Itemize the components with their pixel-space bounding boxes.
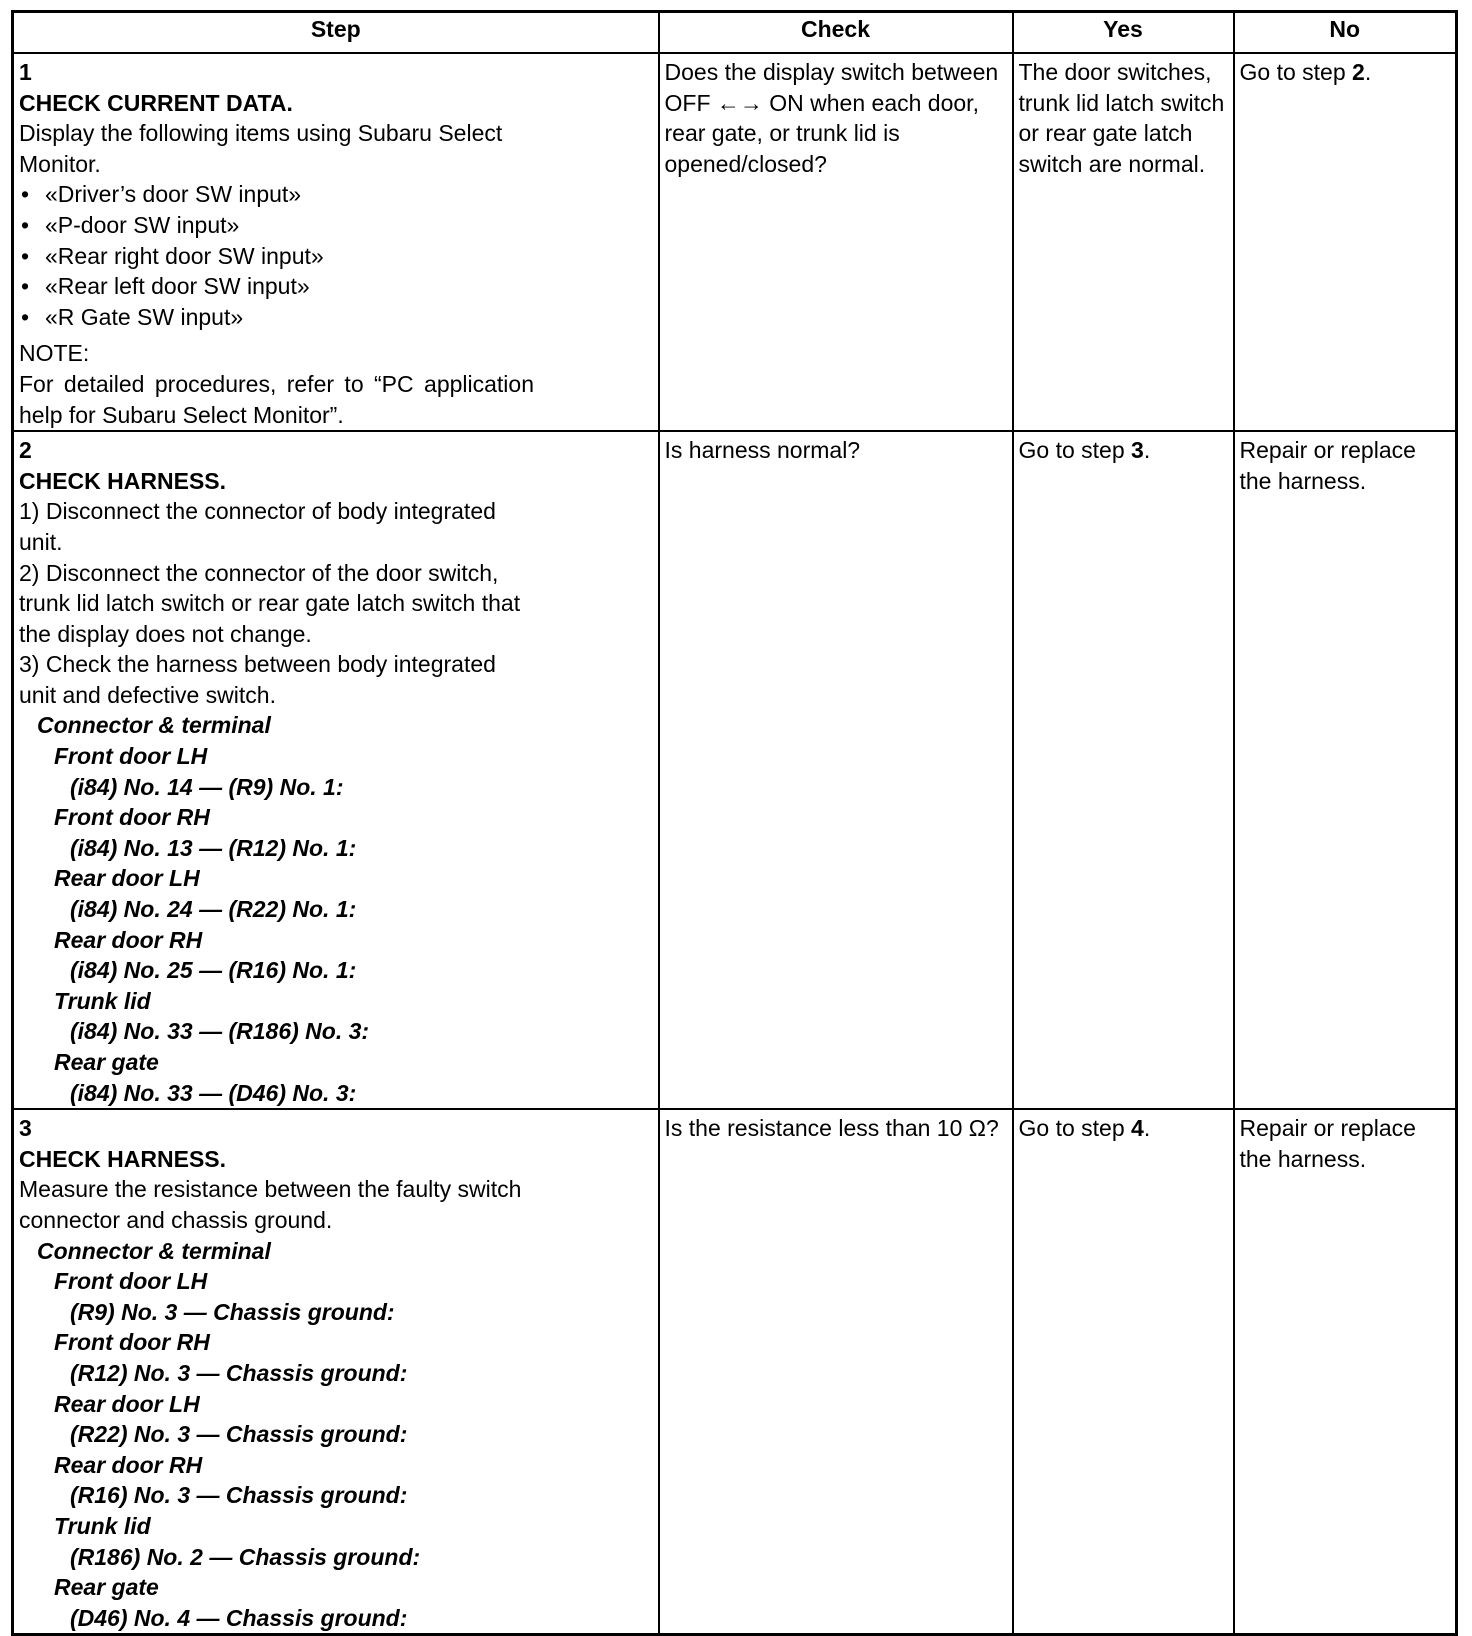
- step-body: [19, 88, 534, 431]
- terminal-value: (R9) No. 3 — Chassis ground:: [70, 1298, 395, 1325]
- terminal-label: Rear gate: [54, 1574, 159, 1601]
- no-cell: Repair or replace the harness.: [1234, 1109, 1457, 1635]
- note-text: For detailed procedures, refer to “PC application help for Subaru Select Monitor”.: [19, 370, 534, 428]
- step-cell: [13, 431, 659, 1109]
- goto-suffix: .: [1143, 1115, 1151, 1142]
- terminal-value: (i84) No. 14 — (R9) No. 1:: [70, 773, 344, 800]
- yes-cell: [1013, 431, 1234, 1109]
- procedure-step: 3) Check the harness between body integrated unit and defective switch.: [19, 651, 496, 708]
- step-number: 3: [19, 1115, 32, 1142]
- procedure-step: 2) Disconnect the connector of the door switch, trunk lid latch switch or rear gate latch switch that the display does not change.: [19, 559, 521, 647]
- table-row: [13, 53, 1457, 431]
- header-check: Check: [659, 12, 1013, 54]
- step-number: 1: [19, 59, 32, 85]
- terminal-value: (i84) No. 33 — (R186) No. 3:: [70, 1018, 370, 1045]
- step-title: CHECK HARNESS.: [19, 467, 227, 494]
- procedure-step: 1) Disconnect the connector of body integrated unit.: [19, 498, 496, 555]
- step-body: [19, 1144, 534, 1634]
- list-item: • «Driver’s door SW input»: [19, 179, 534, 210]
- step-body: [19, 466, 534, 1108]
- yes-cell: The door switches, trunk lid latch switch or rear gate latch switch are normal.: [1013, 53, 1234, 431]
- connector-label: Connector & terminal: [37, 1237, 271, 1264]
- terminal-value: (R16) No. 3 — Chassis ground:: [70, 1482, 408, 1509]
- list-item: • «P-door SW input»: [19, 210, 534, 241]
- terminal-label: Rear door LH: [54, 1390, 200, 1417]
- terminal-value: (R186) No. 2 — Chassis ground:: [70, 1543, 421, 1570]
- terminal-value: (D46) No. 4 — Chassis ground:: [70, 1604, 408, 1631]
- step-number: 2: [19, 437, 32, 464]
- terminal-value: (R12) No. 3 — Chassis ground:: [70, 1359, 408, 1386]
- step-cell: [13, 1109, 659, 1635]
- terminal-label: Trunk lid: [54, 1512, 151, 1539]
- no-cell: Repair or replace the harness.: [1234, 431, 1457, 1109]
- goto-step-number: 2: [1352, 59, 1365, 85]
- terminal-label: Rear door RH: [54, 926, 203, 953]
- yes-cell: [1013, 1109, 1234, 1635]
- terminal-label: Front door LH: [54, 1268, 208, 1295]
- step-title: CHECK HARNESS.: [19, 1145, 227, 1172]
- note-label: NOTE:: [19, 340, 90, 367]
- diagnostic-table: [11, 10, 1458, 1636]
- goto-step-number: 3: [1131, 437, 1144, 464]
- goto-suffix: .: [1364, 59, 1372, 85]
- terminal-label: Rear door RH: [54, 1451, 203, 1478]
- check-cell: Is harness normal?: [659, 431, 1013, 1109]
- list-item: • «R Gate SW input»: [19, 302, 534, 333]
- step-intro: Measure the resistance between the faulty switch connector and chassis ground.: [19, 1176, 522, 1233]
- terminal-value: (i84) No. 13 — (R12) No. 1:: [70, 834, 357, 861]
- check-cell: Is the resistance less than 10 Ω?: [659, 1109, 1013, 1635]
- goto-step-number: 4: [1131, 1115, 1144, 1142]
- connector-label: Connector & terminal: [37, 712, 271, 739]
- step-intro: Display the following items using Subaru Select Monitor.: [19, 120, 503, 177]
- table-row: [13, 1109, 1457, 1635]
- header-step: Step: [13, 12, 659, 54]
- list-item: • «Rear left door SW input»: [19, 271, 534, 302]
- header-row: [13, 12, 1457, 54]
- terminal-label: Front door RH: [54, 1329, 210, 1356]
- goto-text: Go to step: [1239, 59, 1353, 85]
- terminal-label: Trunk lid: [54, 987, 151, 1014]
- header-no: No: [1234, 12, 1457, 54]
- header-yes: Yes: [1013, 12, 1234, 54]
- goto-suffix: .: [1143, 437, 1151, 464]
- terminal-label: Rear gate: [54, 1049, 159, 1075]
- check-cell: Does the display switch between OFF ←→ ON when each door, rear gate, or trunk lid is opened/closed?: [659, 53, 1013, 431]
- goto-text: Go to step: [1018, 437, 1132, 464]
- step-title: CHECK CURRENT DATA.: [19, 89, 293, 116]
- terminal-label: Front door RH: [54, 804, 210, 831]
- terminal-value: (R22) No. 3 — Chassis ground:: [70, 1421, 408, 1448]
- no-cell: [1234, 53, 1457, 431]
- step-cell: [13, 53, 659, 431]
- terminal-value: (i84) No. 24 — (R22) No. 1:: [70, 896, 357, 923]
- terminal-label: Rear door LH: [54, 865, 200, 892]
- list-item: • «Rear right door SW input»: [19, 241, 534, 272]
- terminal-value: (i84) No. 25 — (R16) No. 1:: [70, 957, 357, 984]
- terminal-label: Front door LH: [54, 743, 208, 770]
- goto-text: Go to step: [1018, 1115, 1132, 1142]
- table-row: [13, 431, 1457, 1109]
- terminal-value: (i84) No. 33 — (D46) No. 3:: [70, 1079, 357, 1106]
